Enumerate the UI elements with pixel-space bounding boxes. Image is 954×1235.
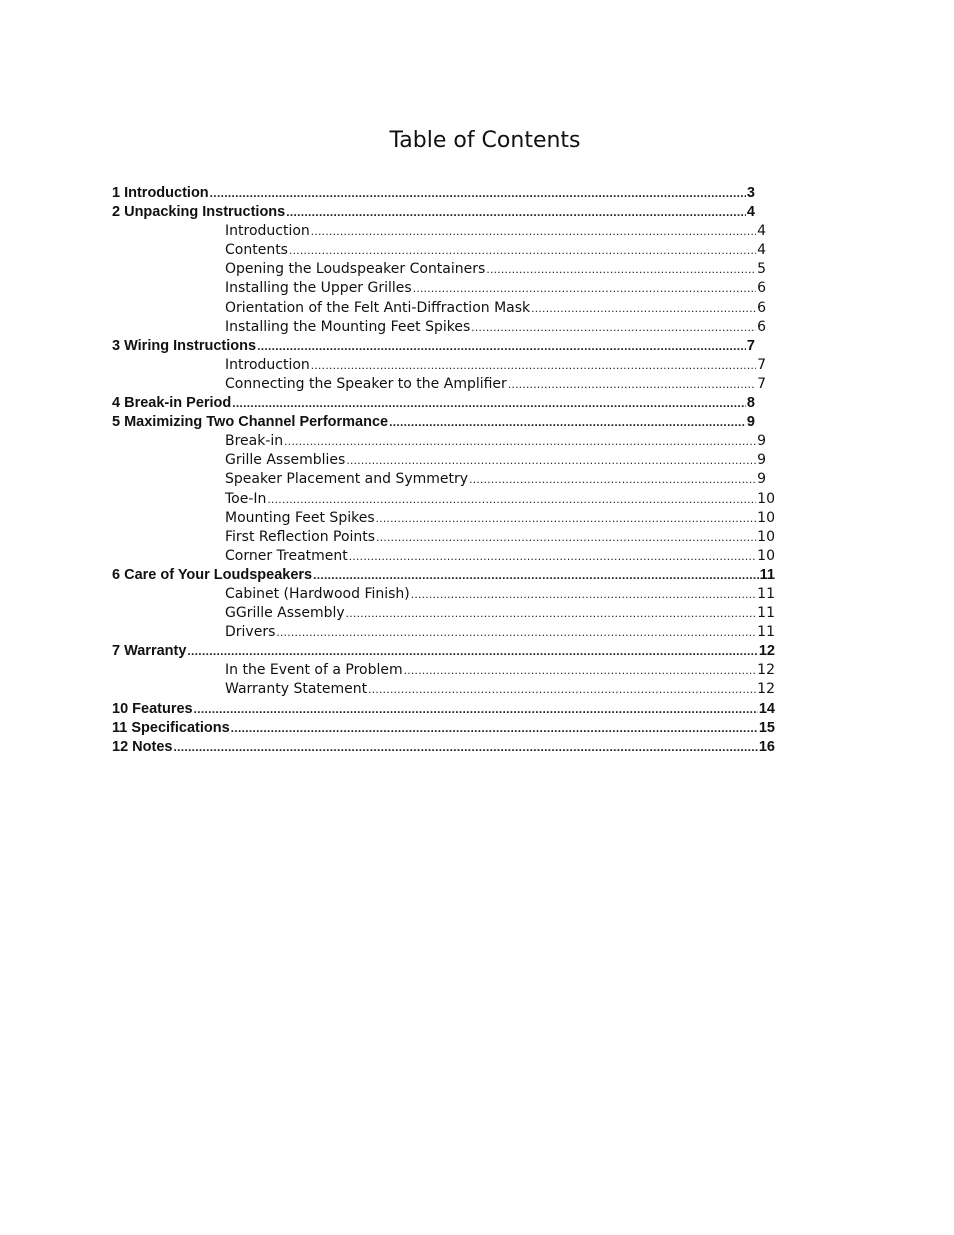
toc-page-number: 16	[758, 738, 775, 755]
toc-entry-label: First Reflection Points	[225, 528, 376, 545]
dot-leader	[267, 491, 756, 507]
toc-entry-label: 4 Break-in Period	[112, 395, 232, 412]
toc-row	[112, 452, 775, 471]
dot-leader	[284, 433, 756, 449]
dot-leader	[486, 261, 756, 277]
toc-subsection-entry[interactable]	[225, 300, 766, 316]
dot-leader	[411, 586, 756, 602]
toc-page-number: 15	[758, 719, 775, 736]
toc-entry-label: 7 Warranty	[112, 643, 187, 660]
toc-section-entry[interactable]	[112, 720, 775, 736]
toc-page-number: 7	[757, 375, 766, 392]
toc-page-number: 11	[757, 605, 775, 622]
dot-leader	[210, 185, 746, 201]
toc-section-entry[interactable]	[112, 204, 755, 220]
toc-subsection-entry[interactable]	[225, 376, 766, 392]
toc-section-entry[interactable]	[112, 567, 775, 583]
dot-leader	[311, 357, 756, 373]
toc-subsection-entry[interactable]	[225, 242, 766, 258]
toc-row	[112, 720, 775, 739]
toc-subsection-entry[interactable]	[225, 681, 775, 697]
toc-subsection-entry[interactable]	[225, 510, 775, 526]
toc-subsection-entry[interactable]	[225, 491, 775, 507]
toc-row	[112, 510, 775, 529]
toc-section-entry[interactable]	[112, 414, 755, 430]
toc-page-number: 4	[757, 223, 766, 240]
dot-leader	[404, 662, 757, 678]
toc-entry-label: Installing the Upper Grilles	[225, 280, 412, 297]
toc-row	[112, 605, 775, 624]
toc-page-number: 11	[757, 624, 775, 641]
toc-entry-label: Toe-In	[225, 490, 267, 507]
toc-page-number: 10	[757, 509, 775, 526]
toc-section-entry[interactable]	[112, 701, 775, 717]
toc-entry-label: 12 Notes	[112, 738, 173, 755]
toc-row	[112, 185, 775, 204]
dot-leader	[389, 414, 746, 430]
toc-subsection-entry[interactable]	[225, 261, 766, 277]
toc-entry-label: GGrille Assembly	[225, 605, 345, 622]
toc-title: Table of Contents	[389, 128, 581, 153]
toc-section-entry[interactable]	[112, 739, 775, 755]
toc-entry-label: Introduction	[225, 356, 310, 373]
toc-entry-label: Grille Assemblies	[225, 452, 346, 469]
toc-subsection-entry[interactable]	[225, 624, 775, 640]
toc-subsection-entry[interactable]	[225, 357, 766, 373]
toc-page-number: 14	[758, 700, 775, 717]
toc-entry-label: Drivers	[225, 624, 276, 641]
toc-section-entry[interactable]	[112, 185, 755, 201]
dot-leader	[531, 300, 756, 316]
toc-row	[112, 261, 775, 280]
toc-page-number: 5	[757, 261, 766, 278]
toc-row	[112, 242, 775, 261]
toc-row	[112, 338, 775, 357]
toc-row	[112, 280, 775, 299]
dot-leader	[173, 739, 757, 755]
toc-subsection-entry[interactable]	[225, 586, 775, 602]
toc-entry-label: Mounting Feet Spikes	[225, 509, 375, 526]
toc-entry-label: Warranty Statement	[225, 681, 368, 698]
toc-row	[112, 319, 775, 338]
toc-row	[112, 643, 775, 662]
dot-leader	[187, 643, 757, 659]
dot-leader	[232, 395, 746, 411]
dot-leader	[471, 319, 756, 335]
toc-entry-label: 1 Introduction	[112, 185, 209, 201]
toc-page-number: 6	[757, 280, 766, 297]
toc-subsection-entry[interactable]	[225, 280, 766, 296]
toc-page-number: 9	[757, 452, 766, 469]
toc-entry-label: Break-in	[225, 433, 284, 450]
toc-entry-label: Installing the Mounting Feet Spikes	[225, 318, 471, 335]
toc-entry-label: 5 Maximizing Two Channel Performance	[112, 414, 389, 431]
dot-leader	[194, 701, 758, 717]
toc-page-number: 10	[757, 490, 775, 507]
toc-row	[112, 701, 775, 720]
toc-page-number: 12	[757, 662, 775, 679]
toc-row	[112, 681, 775, 700]
toc-row	[112, 548, 775, 567]
toc-page-number: 9	[757, 471, 766, 488]
toc-entry-label: Opening the Loudspeaker Containers	[225, 261, 486, 278]
toc-page-number: 4	[746, 204, 755, 221]
dot-leader	[376, 510, 757, 526]
toc-page-number: 7	[746, 337, 755, 354]
toc-entry-label: In the Event of a Problem	[225, 662, 403, 679]
toc-subsection-entry[interactable]	[225, 452, 766, 468]
toc-entry-label: Contents	[225, 242, 288, 259]
toc-entry-label: Connecting the Speaker to the Amplifier	[225, 375, 507, 392]
dot-leader	[508, 376, 756, 392]
toc-page-number: 6	[757, 299, 766, 316]
toc-page-number: 3	[746, 185, 755, 201]
toc-subsection-entry[interactable]	[225, 662, 775, 678]
toc-entry-label: Orientation of the Felt Anti-Diffraction Mask	[225, 299, 531, 316]
dot-leader	[286, 204, 746, 220]
toc-row	[112, 567, 775, 586]
toc-row	[112, 529, 775, 548]
toc-subsection-entry[interactable]	[225, 433, 766, 449]
toc-entry-label: Introduction	[225, 223, 310, 240]
toc-entry-label: 6 Care of Your Loudspeakers	[112, 566, 313, 583]
toc-subsection-entry[interactable]	[225, 605, 775, 621]
dot-leader	[346, 605, 757, 621]
dot-leader	[349, 548, 756, 564]
dot-leader	[313, 567, 759, 583]
toc-subsection-entry[interactable]	[225, 223, 766, 239]
toc-row	[112, 491, 775, 510]
toc-page-number: 12	[758, 643, 775, 660]
toc-row	[112, 300, 775, 319]
toc-page-number: 9	[746, 414, 755, 431]
toc-row	[112, 586, 775, 605]
toc-entry-label: Speaker Placement and Symmetry	[225, 471, 469, 488]
toc-row	[112, 624, 775, 643]
toc-entry-label: 2 Unpacking Instructions	[112, 204, 286, 221]
toc-entry-label: Corner Treatment	[225, 547, 348, 564]
toc-subsection-entry[interactable]	[225, 471, 766, 487]
toc-row	[112, 204, 775, 223]
dot-leader	[276, 624, 756, 640]
toc-subsection-entry[interactable]	[225, 319, 766, 335]
toc-row	[112, 223, 775, 242]
toc-entry-label: 3 Wiring Instructions	[112, 337, 257, 354]
toc-page-number: 11	[757, 585, 775, 602]
dot-leader	[289, 242, 756, 258]
dot-leader	[231, 720, 758, 736]
dot-leader	[376, 529, 756, 545]
toc-subsection-entry[interactable]	[225, 548, 775, 564]
toc-page-number: 8	[746, 395, 755, 412]
toc-page-number: 10	[757, 528, 775, 545]
toc-section-entry[interactable]	[112, 395, 755, 411]
dot-leader	[413, 280, 756, 296]
toc-page-number: 9	[757, 433, 766, 450]
toc-page-number: 10	[757, 547, 775, 564]
toc-page-number: 11	[759, 566, 775, 583]
toc-section-entry[interactable]	[112, 643, 775, 659]
toc-row	[112, 739, 775, 758]
toc-page-number: 6	[757, 318, 766, 335]
toc-row	[112, 471, 775, 490]
toc-page-number: 4	[757, 242, 766, 259]
toc-row	[112, 662, 775, 681]
dot-leader	[257, 338, 746, 354]
toc-page-number: 7	[757, 356, 766, 373]
toc-list	[112, 185, 775, 758]
toc-section-entry[interactable]	[112, 338, 755, 354]
toc-entry-label: 11 Specifications	[112, 719, 230, 736]
toc-subsection-entry[interactable]	[225, 529, 775, 545]
toc-row	[112, 395, 775, 414]
dot-leader	[346, 452, 756, 468]
toc-entry-label: Cabinet (Hardwood Finish)	[225, 585, 410, 602]
dot-leader	[311, 223, 756, 239]
toc-row	[112, 376, 775, 395]
toc-row	[112, 357, 775, 376]
toc-page-number: 12	[757, 681, 775, 698]
toc-entry-label: 10 Features	[112, 700, 193, 717]
dot-leader	[368, 681, 756, 697]
toc-row	[112, 433, 775, 452]
dot-leader	[469, 471, 756, 487]
toc-row	[112, 414, 775, 433]
